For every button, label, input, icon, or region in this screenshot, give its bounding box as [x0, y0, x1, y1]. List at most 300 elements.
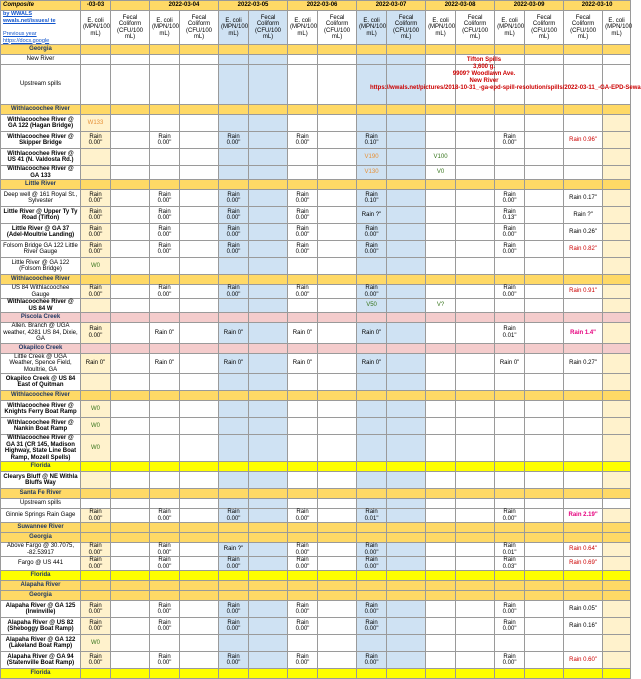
- value-cell: [81, 571, 111, 581]
- site-label: Withlacoochee River @ Skipper Bridge: [1, 132, 81, 149]
- value-cell: [456, 401, 495, 418]
- value-cell: [495, 571, 525, 581]
- value-cell: [564, 489, 603, 499]
- value-cell: [456, 207, 495, 224]
- value-cell: [249, 581, 288, 591]
- value-cell: [603, 45, 631, 55]
- value-cell: [288, 523, 318, 533]
- value-cell: [456, 241, 495, 258]
- table-row: [1, 418, 631, 435]
- site-label: Fargo @ US 441: [1, 557, 81, 571]
- value-cell: [249, 323, 288, 344]
- value-cell: Rain 0": [288, 353, 318, 374]
- value-cell: [318, 462, 357, 472]
- value-cell: Rain 0.00": [150, 285, 180, 299]
- value-cell: [288, 275, 318, 285]
- value-cell: [564, 499, 603, 509]
- value-cell: [288, 180, 318, 190]
- site-label: Florida: [1, 669, 81, 679]
- value-cell: [111, 45, 150, 55]
- value-cell: [288, 149, 318, 166]
- value-cell: Rain 0.00": [495, 509, 525, 523]
- value-cell: [249, 299, 288, 313]
- value-cell: [150, 418, 180, 435]
- value-cell: [81, 669, 111, 679]
- value-cell: [564, 343, 603, 353]
- value-cell: [111, 258, 150, 275]
- value-cell: [357, 45, 387, 55]
- value-cell: [180, 207, 219, 224]
- value-cell: [357, 343, 387, 353]
- table-row: [1, 435, 631, 462]
- site-label: Folsom Bridge GA 122 Little River Gauge: [1, 241, 81, 258]
- site-label: Little River @ Upper Ty Ty Road (Tifton): [1, 207, 81, 224]
- value-cell: [387, 489, 426, 499]
- value-cell: [318, 652, 357, 669]
- value-cell: [525, 435, 564, 462]
- value-cell: [318, 669, 357, 679]
- value-cell: [564, 462, 603, 472]
- ecoli-header: E. coli (MPN/100 mL): [288, 11, 318, 45]
- value-cell: [150, 275, 180, 285]
- value-cell: [219, 55, 249, 65]
- value-cell: [111, 499, 150, 509]
- value-cell: Rain 0.00": [495, 601, 525, 618]
- value-cell: [387, 180, 426, 190]
- value-cell: [111, 55, 150, 65]
- site-label: Alapaha River @ US 82 (Sheboggy Boat Ramp): [1, 618, 81, 635]
- value-cell: Rain 0": [357, 353, 387, 374]
- value-cell: Rain ?": [357, 207, 387, 224]
- value-cell: [318, 207, 357, 224]
- value-cell: Rain 0.00": [495, 190, 525, 207]
- value-cell: Rain 0.00": [288, 509, 318, 523]
- value-cell: [111, 418, 150, 435]
- value-cell: Rain 0.10": [357, 190, 387, 207]
- value-cell: [81, 180, 111, 190]
- value-cell: [249, 132, 288, 149]
- site-label: Withlacoochee River @ Nankin Boat Ramp: [1, 418, 81, 435]
- value-cell: [249, 618, 288, 635]
- value-cell: Rain 0.00": [81, 557, 111, 571]
- fecal-header: Fecal Coliform (CFU/100 mL): [180, 11, 219, 45]
- value-cell: Rain 0.00": [81, 285, 111, 299]
- value-cell: [456, 618, 495, 635]
- value-cell: [357, 115, 387, 132]
- value-cell: [387, 618, 426, 635]
- value-cell: [81, 105, 111, 115]
- value-cell: [426, 180, 456, 190]
- value-cell: [426, 557, 456, 571]
- value-cell: [564, 435, 603, 462]
- value-cell: [219, 105, 249, 115]
- value-cell: [111, 435, 150, 462]
- value-cell: [387, 115, 426, 132]
- value-cell: Rain 0.00": [81, 132, 111, 149]
- value-cell: [525, 313, 564, 323]
- value-cell: [387, 323, 426, 344]
- value-cell: Rain 0.00": [81, 207, 111, 224]
- value-cell: [387, 299, 426, 313]
- header-links: [1, 11, 81, 45]
- value-cell: Rain 0.60": [564, 652, 603, 669]
- table-row: [1, 132, 631, 149]
- value-cell: [249, 45, 288, 55]
- value-cell: [318, 241, 357, 258]
- value-cell: [525, 166, 564, 180]
- value-cell: [525, 472, 564, 489]
- value-cell: [288, 418, 318, 435]
- value-cell: [387, 418, 426, 435]
- value-cell: [456, 115, 495, 132]
- value-cell: [219, 299, 249, 313]
- value-cell: [426, 391, 456, 401]
- value-cell: [525, 652, 564, 669]
- site-label: Above Fargo @ 30.7075, -82.53917: [1, 543, 81, 557]
- value-cell: [564, 45, 603, 55]
- value-cell: V50: [357, 299, 387, 313]
- value-cell: [318, 533, 357, 543]
- value-cell: [456, 224, 495, 241]
- site-label: Georgia: [1, 591, 81, 601]
- value-cell: [318, 313, 357, 323]
- value-cell: [495, 533, 525, 543]
- value-cell: [387, 190, 426, 207]
- table-row: [1, 374, 631, 391]
- value-cell: [180, 499, 219, 509]
- value-cell: [81, 149, 111, 166]
- value-cell: [111, 65, 150, 105]
- value-cell: [426, 435, 456, 462]
- value-cell: [357, 523, 387, 533]
- value-cell: [525, 462, 564, 472]
- value-cell: [288, 258, 318, 275]
- value-cell: [603, 55, 631, 65]
- value-cell: [603, 489, 631, 499]
- value-cell: [387, 207, 426, 224]
- value-cell: [456, 499, 495, 509]
- value-cell: [387, 669, 426, 679]
- value-cell: [603, 166, 631, 180]
- value-cell: [357, 571, 387, 581]
- value-cell: [249, 115, 288, 132]
- value-cell: [525, 571, 564, 581]
- value-cell: [81, 472, 111, 489]
- value-cell: [525, 401, 564, 418]
- value-cell: [249, 418, 288, 435]
- value-cell: [603, 299, 631, 313]
- table-row: [1, 323, 631, 344]
- site-label: Clearys Bluff @ NE Withla Bluffs Way: [1, 472, 81, 489]
- value-cell: [219, 571, 249, 581]
- value-cell: [426, 489, 456, 499]
- value-cell: [387, 149, 426, 166]
- value-cell: [249, 149, 288, 166]
- value-cell: [456, 581, 495, 591]
- value-cell: [318, 374, 357, 391]
- value-cell: [357, 462, 387, 472]
- value-cell: [387, 132, 426, 149]
- value-cell: [525, 258, 564, 275]
- value-cell: [603, 241, 631, 258]
- value-cell: [249, 462, 288, 472]
- value-cell: W0: [81, 635, 111, 652]
- value-cell: [249, 224, 288, 241]
- value-cell: [318, 618, 357, 635]
- fecal-header: Fecal Coliform (CFU/100 mL): [111, 11, 150, 45]
- spill-link[interactable]: https://wwals.net/pictures/2018-10-31_-ga-epd-spill-resolution/spills/2022-03-11_-GA-EPD-Sewa: [370, 85, 641, 91]
- value-cell: [387, 353, 426, 374]
- value-cell: [180, 462, 219, 472]
- value-cell: [495, 115, 525, 132]
- value-cell: [603, 207, 631, 224]
- table-row: [1, 635, 631, 652]
- value-cell: [426, 601, 456, 618]
- value-cell: [111, 299, 150, 313]
- value-cell: [495, 462, 525, 472]
- value-cell: Rain 0.01": [357, 509, 387, 523]
- value-cell: [180, 435, 219, 462]
- value-cell: [249, 499, 288, 509]
- value-cell: [564, 258, 603, 275]
- value-cell: [219, 258, 249, 275]
- value-cell: Rain 0.00": [81, 601, 111, 618]
- value-cell: Rain 0": [357, 323, 387, 344]
- site-label: Little Creek @ UGA Weather, Spence Field, Moultrie, GA: [1, 353, 81, 374]
- value-cell: [318, 105, 357, 115]
- ecoli-header: E. coli (MPN/100 mL): [426, 11, 456, 45]
- value-cell: Rain 0.00": [357, 543, 387, 557]
- value-cell: [249, 601, 288, 618]
- value-cell: [180, 299, 219, 313]
- value-cell: [288, 401, 318, 418]
- value-cell: [603, 285, 631, 299]
- table-row: [1, 669, 631, 679]
- site-label: New River: [1, 55, 81, 65]
- site-label: Florida: [1, 571, 81, 581]
- value-cell: [180, 391, 219, 401]
- value-cell: [249, 509, 288, 523]
- value-cell: [564, 299, 603, 313]
- table-row: [1, 472, 631, 489]
- value-cell: [180, 523, 219, 533]
- value-cell: [426, 401, 456, 418]
- value-cell: [456, 669, 495, 679]
- table-row: [1, 180, 631, 190]
- value-cell: [150, 401, 180, 418]
- value-cell: [525, 391, 564, 401]
- value-cell: [357, 489, 387, 499]
- value-cell: [495, 45, 525, 55]
- value-cell: [180, 374, 219, 391]
- value-cell: [288, 533, 318, 543]
- value-cell: [150, 180, 180, 190]
- value-cell: [564, 635, 603, 652]
- ecoli-header: E. coli (MPN/100 mL): [603, 11, 631, 45]
- value-cell: [180, 132, 219, 149]
- value-cell: [357, 499, 387, 509]
- value-cell: [111, 149, 150, 166]
- value-cell: [603, 105, 631, 115]
- value-cell: [564, 472, 603, 489]
- value-cell: [249, 105, 288, 115]
- value-cell: [111, 581, 150, 591]
- value-cell: [456, 652, 495, 669]
- value-cell: Rain 0.01": [495, 543, 525, 557]
- value-cell: [249, 166, 288, 180]
- value-cell: Rain 0.00": [81, 543, 111, 557]
- value-cell: [288, 299, 318, 313]
- value-cell: [456, 601, 495, 618]
- value-cell: Rain 0.00": [357, 601, 387, 618]
- value-cell: [249, 190, 288, 207]
- value-cell: [180, 166, 219, 180]
- value-cell: Rain 0.00": [150, 557, 180, 571]
- value-cell: [456, 543, 495, 557]
- value-cell: [564, 523, 603, 533]
- value-cell: [525, 509, 564, 523]
- value-cell: [180, 180, 219, 190]
- value-cell: [318, 571, 357, 581]
- value-cell: [456, 391, 495, 401]
- value-cell: Rain 0.00": [495, 618, 525, 635]
- value-cell: Rain 0.00": [219, 601, 249, 618]
- value-cell: [456, 285, 495, 299]
- value-cell: [81, 499, 111, 509]
- value-cell: [288, 499, 318, 509]
- site-label: Withlacoochee River @ GA 122 (Hagan Bridge): [1, 115, 81, 132]
- value-cell: [603, 571, 631, 581]
- site-label: Withlacoochee River @ US 84 W: [1, 299, 81, 313]
- value-cell: [81, 591, 111, 601]
- value-cell: [111, 190, 150, 207]
- date-header: 2022-03-08: [426, 1, 495, 11]
- value-cell: [564, 401, 603, 418]
- value-cell: [219, 669, 249, 679]
- value-cell: [288, 635, 318, 652]
- value-cell: [81, 55, 111, 65]
- site-label: Withlacoochee River @ GA 133: [1, 166, 81, 180]
- value-cell: [180, 601, 219, 618]
- value-cell: Rain 0.00": [81, 224, 111, 241]
- value-cell: [219, 374, 249, 391]
- value-cell: [81, 275, 111, 285]
- value-cell: [426, 462, 456, 472]
- value-cell: [525, 190, 564, 207]
- site-label: Withlacoochee River @ US 41 (N. Valdosta Rd.): [1, 149, 81, 166]
- site-label: Okapilco Creek @ US 84 East of Quitman: [1, 374, 81, 391]
- value-cell: [150, 635, 180, 652]
- value-cell: [564, 275, 603, 285]
- value-cell: Rain 0.00": [219, 285, 249, 299]
- value-cell: Rain 0": [288, 323, 318, 344]
- value-cell: [180, 353, 219, 374]
- value-cell: [318, 45, 357, 55]
- value-cell: [426, 105, 456, 115]
- value-cell: Rain 0.00": [81, 652, 111, 669]
- value-cell: [387, 635, 426, 652]
- site-label: Alapaha River @ GA 122 (Lakeland Boat Ramp): [1, 635, 81, 652]
- value-cell: [495, 523, 525, 533]
- value-cell: [525, 374, 564, 391]
- value-cell: [426, 224, 456, 241]
- value-cell: [426, 313, 456, 323]
- value-cell: Rain 0.82": [564, 241, 603, 258]
- value-cell: [318, 343, 357, 353]
- value-cell: [525, 180, 564, 190]
- value-cell: [150, 391, 180, 401]
- value-cell: [357, 669, 387, 679]
- fecal-header: Fecal Coliform (CFU/100 mL): [525, 11, 564, 45]
- value-cell: [525, 523, 564, 533]
- value-cell: [180, 581, 219, 591]
- value-cell: [288, 313, 318, 323]
- value-cell: Rain 0.00": [495, 652, 525, 669]
- value-cell: [180, 669, 219, 679]
- value-cell: [111, 509, 150, 523]
- value-cell: V100: [426, 149, 456, 166]
- value-cell: [249, 571, 288, 581]
- value-cell: Rain 0.00": [288, 190, 318, 207]
- value-cell: V190: [357, 149, 387, 166]
- value-cell: [456, 557, 495, 571]
- date-header: 2022-03-09: [495, 1, 564, 11]
- value-cell: [357, 374, 387, 391]
- value-cell: [219, 489, 249, 499]
- value-cell: [288, 55, 318, 65]
- value-cell: Rain 0.00": [150, 601, 180, 618]
- table-row: [1, 166, 631, 180]
- previous-year-link[interactable]: Previous year https://docs.google: [3, 31, 50, 44]
- table-row: [1, 581, 631, 591]
- value-cell: [456, 418, 495, 435]
- value-cell: [603, 591, 631, 601]
- value-cell: [111, 207, 150, 224]
- ecoli-header: E. coli (MPN/100 mL): [150, 11, 180, 45]
- value-cell: [456, 533, 495, 543]
- value-cell: [180, 323, 219, 344]
- value-cell: [603, 132, 631, 149]
- value-cell: [180, 285, 219, 299]
- value-cell: Rain 0": [219, 353, 249, 374]
- value-cell: [387, 105, 426, 115]
- value-cell: [111, 275, 150, 285]
- value-cell: [180, 258, 219, 275]
- value-cell: [288, 65, 318, 105]
- value-cell: [387, 241, 426, 258]
- value-cell: [387, 313, 426, 323]
- value-cell: Rain 0.96": [564, 132, 603, 149]
- value-cell: [180, 45, 219, 55]
- value-cell: [111, 343, 150, 353]
- value-cell: [357, 472, 387, 489]
- value-cell: [288, 462, 318, 472]
- value-cell: Rain 0.00": [288, 652, 318, 669]
- value-cell: [387, 581, 426, 591]
- value-cell: Rain 1.4": [564, 323, 603, 344]
- value-cell: Rain 0.00": [150, 652, 180, 669]
- value-cell: Rain 0.00": [357, 224, 387, 241]
- value-cell: [318, 166, 357, 180]
- value-cell: [564, 115, 603, 132]
- value-cell: [525, 149, 564, 166]
- value-cell: [150, 313, 180, 323]
- value-cell: [318, 523, 357, 533]
- wwals-link[interactable]: by WWALS wwals.net/issues/ te: [3, 11, 56, 24]
- value-cell: [111, 241, 150, 258]
- table-row: [1, 115, 631, 132]
- value-cell: [495, 472, 525, 489]
